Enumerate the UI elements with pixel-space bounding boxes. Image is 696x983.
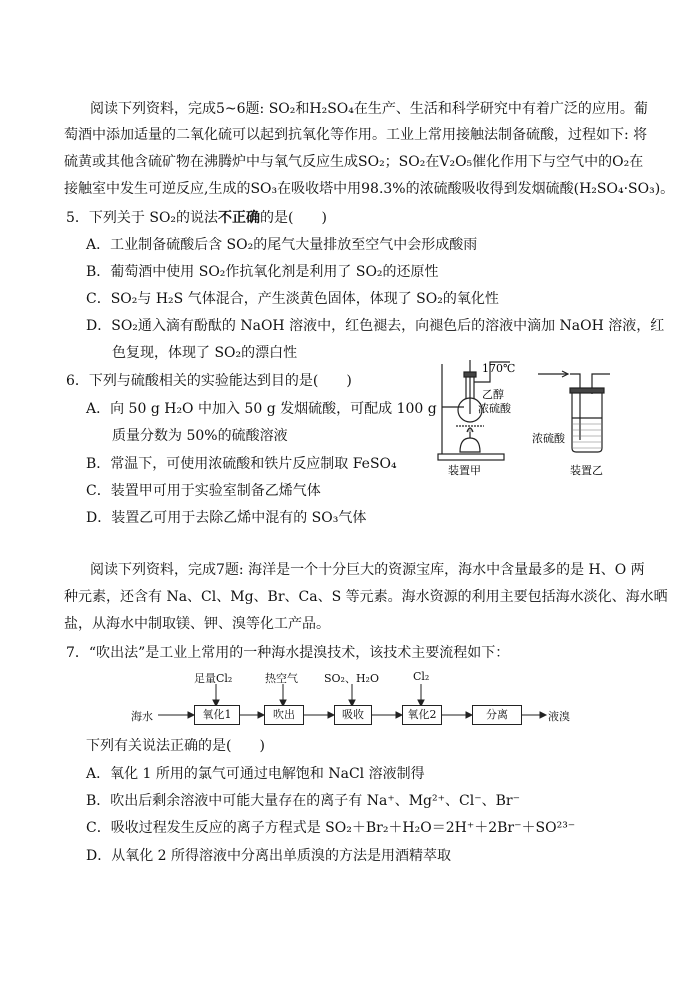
apparatus-jia-label: 装置甲: [448, 464, 481, 477]
q7-option-a: A．氧化 1 所用的氯气可通过电解饱和 NaCl 溶液制得: [86, 766, 425, 782]
flow-step-absorb: 吸收: [334, 705, 372, 725]
q7-ask: 下列有关说法正确的是( ): [86, 738, 265, 754]
q6-option-d: D．装置乙可用于去除乙烯中混有的 SO₃气体: [86, 510, 367, 526]
stand-base: [438, 454, 504, 460]
q5-stem-post: 的是( ): [260, 210, 327, 226]
passage2-line2: 种元素，还含有 Na、Cl、Mg、Br、Ca、S 等元素。海水资源的利用主要包括海水淡化、海水晒: [64, 589, 668, 605]
passage1-line3: 硫黄或其他含硫矿物在沸腾炉中与氧气反应生成SO₂；SO₂在V₂O₅催化作用下与空气中的O₂在: [64, 154, 644, 170]
flow-step-oxidation1: 氧化1: [194, 705, 240, 725]
apparatus-yi-label: 装置乙: [570, 464, 603, 477]
q7-option-c: C．吸收过程发生反应的离子方程式是 SO₂＋Br₂＋H₂O＝2H⁺＋2Br⁻＋SO²³⁻: [86, 820, 576, 836]
flow-input-cl2-excess: 足量Cl₂: [194, 672, 233, 685]
q7-stem: 7．“吹出法”是工业上常用的一种海水提溴技术，该技术主要流程如下：: [66, 645, 510, 661]
alcohol-lamp: [460, 438, 480, 452]
q6-option-a-line1: A．向 50 g H₂O 中加入 50 g 发烟硫酸，可配成 100 g: [86, 401, 437, 417]
flow-step-separate: 分离: [472, 705, 522, 725]
q5-option-d-line2: 色复现，体现了 SO₂的漂白性: [112, 345, 298, 361]
passage1-line2: 萄酒中添加适量的二氧化硫可以起到抗氧化等作用。工业上常用接触法制备硫酸，过程如下: 将: [64, 127, 648, 143]
wash-bottle: [572, 392, 602, 452]
q5-option-a: A．工业制备硫酸后含 SO₂的尾气大量排放至空气中会形成酸雨: [86, 237, 478, 253]
q5-stem: [66, 205, 666, 232]
q5-stem-bold: 不正确: [218, 210, 261, 226]
flow-input-cl2: Cl₂: [413, 670, 430, 683]
q6-option-b: B．常温下，可使用浓硫酸和铁片反应制取 FeSO₄: [86, 456, 397, 472]
q5-option-c: C．SO₂与 H₂S 气体混合，产生淡黄色固体，体现了 SO₂的氧化性: [86, 291, 499, 307]
flow-input-hot-air: 热空气: [265, 672, 298, 685]
reagent2-label: 浓硫酸: [478, 402, 511, 415]
passage1-line1: 阅读下列资料，完成5~6题: SO₂和H₂SO₄在生产、生活和科学研究中有着广泛的应用。葡: [90, 101, 648, 117]
flow-start: 海水: [131, 710, 153, 723]
bottle-reagent-label: 浓硫酸: [532, 432, 565, 445]
q7-option-b: B．吹出后剩余溶液中可能大量存在的离子有 Na⁺、Mg²⁺、Cl⁻、Br⁻: [86, 793, 520, 809]
flow-step-oxidation2: 氧化2: [402, 705, 442, 725]
reagent1-label: 乙醇: [482, 388, 504, 401]
q5-stem-pre: 5．下列关于 SO₂的说法: [66, 210, 219, 226]
passage1-line4: 接触室中发生可逆反应,生成的SO₃在吸收塔中用98.3%的浓硫酸吸收得到发烟硫酸(H₂SO₄·SO₃)。: [64, 181, 675, 197]
flow-step-blow: 吹出: [264, 705, 304, 725]
q6-stem: 6．下列与硫酸相关的实验能达到目的是( ): [66, 373, 352, 389]
q5-option-d-line1: D．SO₂通入滴有酚酞的 NaOH 溶液中，红色褪去，向褪色后的溶液中滴加 NaOH 溶液，红: [86, 318, 665, 334]
temp-label: 170℃: [482, 362, 516, 375]
flow-diagram: [0, 668, 696, 728]
q7-option-d: D．从氧化 2 所得溶液中分离出单质溴的方法是用酒精萃取: [86, 848, 452, 864]
passage2-line3: 盐，从海水中制取镁、钾、溴等化工产品。: [64, 616, 330, 632]
q6-option-c: C．装置甲可用于实验室制备乙烯气体: [86, 483, 321, 499]
q5-option-b: B．葡萄酒中使用 SO₂作抗氧化剂是利用了 SO₂的还原性: [86, 264, 439, 280]
apparatus-figure: [420, 352, 670, 477]
q6-option-a-line2: 质量分数为 50%的硫酸溶液: [112, 428, 288, 444]
flow-input-so2-h2o: SO₂、H₂O: [324, 672, 379, 685]
flow-end: 液溴: [548, 710, 570, 723]
passage2-line1: 阅读下列资料，完成7题: 海洋是一个十分巨大的资源宝库，海水中含量最多的是 H、O 两: [90, 562, 645, 578]
